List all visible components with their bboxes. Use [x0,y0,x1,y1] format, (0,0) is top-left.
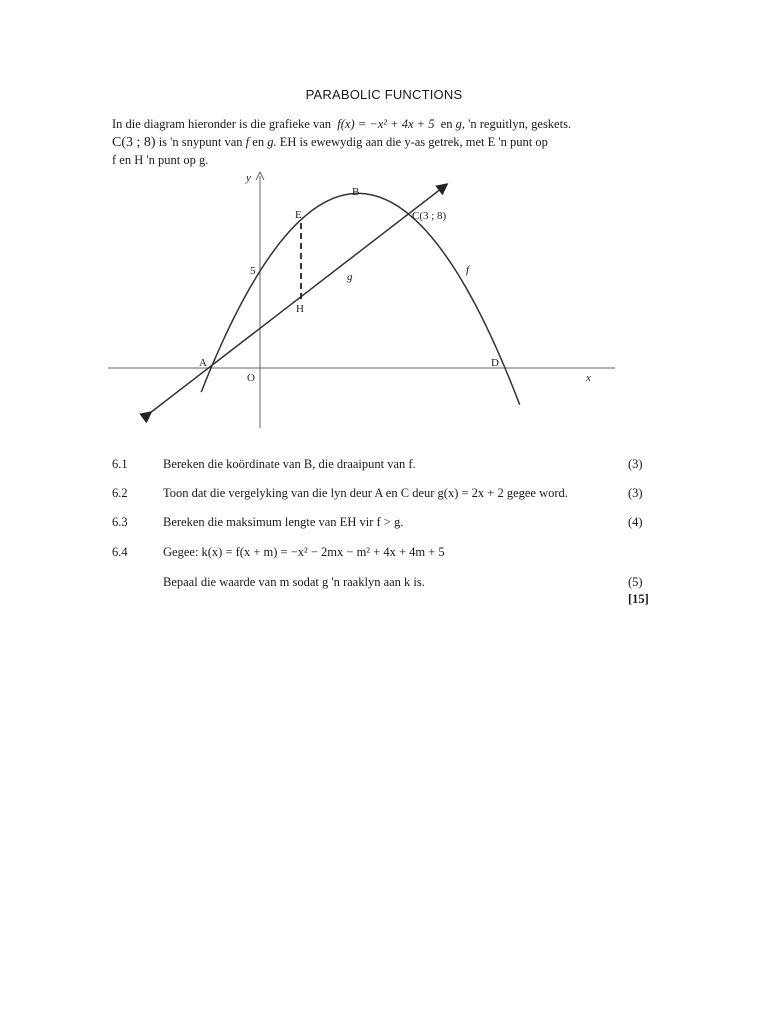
intro-line-1: In die diagram hieronder is die grafieke van f(x) = −x² + 4x + 5 en g, 'n reguitlyn, geskets. [112,117,572,131]
label-o: O [247,372,255,384]
parabola-diagram [108,168,618,430]
intro-line-3: f en H 'n punt op g. [112,153,209,167]
label-b: B [352,186,360,198]
label-c: C(3 ; 8) [412,210,447,222]
label-a: A [199,357,207,369]
x-axis-label: x [586,372,591,384]
label-five: 5 [250,265,256,277]
total-marks: [15] [628,592,649,606]
label-d: D [491,357,499,369]
page-title: PARABOLIC FUNCTIONS [305,87,463,102]
label-h: H [296,303,304,315]
label-f: f [466,264,470,276]
intro-line-2: C(3 ; 8) is 'n snypunt van f en g. EH is ewewydig aan die y-as getrek, met E 'n punt op [112,135,548,150]
y-axis-label: y [246,172,251,184]
label-g: g [347,271,353,283]
label-e: E [295,209,302,221]
